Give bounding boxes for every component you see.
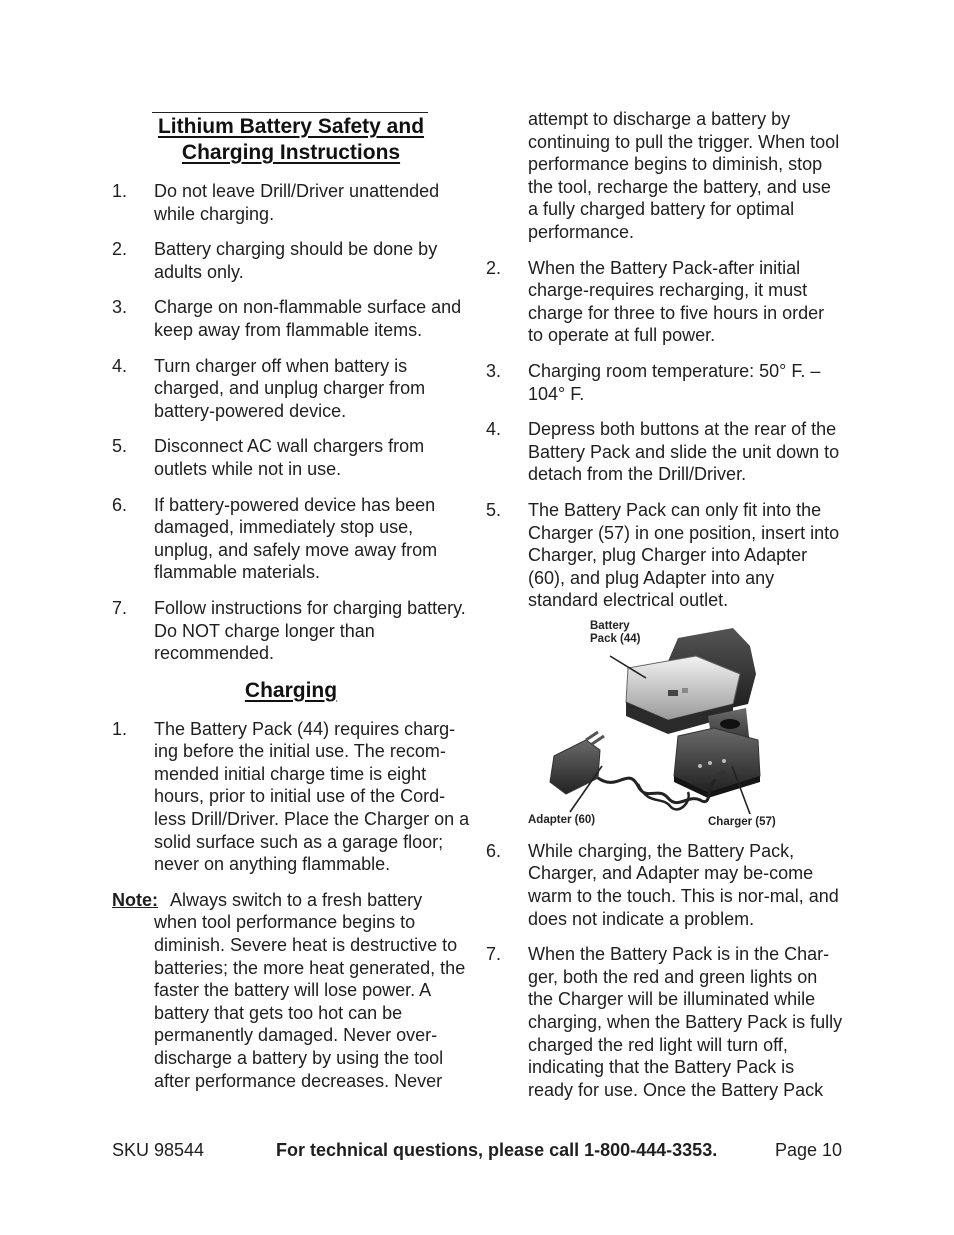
item-text: When the Battery Pack is in the Char-ger, both the red and green lights on the Charger will be illuminated while charging, when the Battery Pack is fully charged the red light will turn off, indicating that the Battery Pack is ready for use. Once the Battery Pack — [528, 944, 843, 1100]
item-text: Charging room temperature: 50° F. – 104° F. — [528, 360, 821, 404]
note-block — [112, 889, 470, 1092]
list-item — [112, 718, 470, 876]
list-item — [486, 257, 844, 347]
charging-title — [112, 678, 470, 704]
battery-pack-label — [590, 620, 641, 646]
adapter-label: Adapter (60) — [528, 813, 596, 826]
item-number: 2. — [112, 239, 128, 260]
safety-title — [112, 114, 470, 166]
list-item — [112, 180, 470, 225]
item-text: The Battery Pack (44) requires charg-ing before the initial use. The recom-mended initial charge time is eight hours, prior to initial use of the Cord-less Drill/Driver. Place the Charger on a solid surface such as a garage floor; never on anything flammable. — [154, 718, 470, 875]
safety-heading-block — [112, 108, 470, 166]
item-text: Charge on non-flammable surface and keep away from flammable items. — [154, 297, 462, 340]
page-number: Page 10 — [774, 1140, 842, 1160]
charging-list-after-figure — [486, 840, 844, 1102]
item-number: 1. — [112, 718, 128, 739]
safety-title-line2: Charging Instructions — [181, 141, 401, 164]
list-item — [486, 499, 844, 612]
charger-illustration-drawing — [528, 616, 844, 830]
list-item — [112, 238, 470, 283]
item-number: 6. — [486, 840, 502, 861]
item-number: 4. — [112, 355, 128, 376]
charging-title-text: Charging — [244, 678, 338, 702]
safety-title-line1: Lithium Battery Safety and — [157, 115, 425, 138]
list-item — [112, 597, 470, 665]
page-footer — [112, 1140, 842, 1162]
item-number: 1. — [112, 181, 128, 201]
right-column — [486, 108, 844, 1114]
list-item — [112, 435, 470, 480]
item-text: When the Battery Pack-after initial charge-requires recharging, it must charge for three to five hours in order to operate at full power. — [528, 257, 825, 346]
note-label: Note: — [112, 889, 158, 910]
note-text: Always switch to a fresh battery when tool performance begins to diminish. Severe heat is destructive to batteries; the more heat generated, the faster the battery will lose power. A battery that gets too hot can be permanently damaged. Never over-discharge a battery by using the tool after performance decreases. Never — [154, 889, 466, 1091]
support-phone-text: For technical questions, please call 1-800-444-3353. — [276, 1140, 718, 1160]
list-item — [486, 840, 844, 930]
item-text: Depress both buttons at the rear of the Battery Pack and slide the unit down to detach from the Drill/Driver. — [528, 419, 840, 485]
left-column — [112, 108, 470, 1092]
safety-list — [112, 180, 470, 665]
item-text: The Battery Pack can only fit into the Charger (57) in one position, insert into Charger, plug Charger into Adapter (60), and plug Adapter into any standard electrical outlet. — [528, 499, 840, 611]
item-number: 7. — [112, 597, 128, 618]
list-item — [112, 355, 470, 423]
battery-label-line1: Battery — [590, 619, 630, 632]
item-number: 5. — [486, 499, 502, 520]
charging-list — [112, 718, 470, 876]
list-item — [112, 296, 470, 341]
item-text: Do not leave Drill/Driver unattended while charging. — [154, 181, 440, 224]
item-text: If battery-powered device has been damaged, immediately stop use, unplug, and safely move away from flammable materials. — [154, 494, 438, 583]
charger-label: Charger (57) — [708, 815, 776, 828]
charging-list-continued — [486, 257, 844, 612]
item-number: 3. — [486, 360, 502, 381]
list-item — [486, 943, 844, 1101]
list-item — [486, 418, 844, 486]
item-number: 2. — [486, 257, 502, 278]
item-text: While charging, the Battery Pack, Charger, and Adapter may be-come warm to the touch. This is nor-mal, and does not indicate a problem. — [528, 840, 839, 929]
battery-label-line2: Pack (44) — [590, 632, 641, 645]
continued-note-text: attempt to discharge a battery by continuing to pull the trigger. When tool performance begins to diminish, stop the tool, recharge the battery, and use a fully charged battery for optimal performance. — [528, 109, 840, 242]
list-item — [486, 360, 844, 405]
sku-number: SKU 98544 — [112, 1140, 205, 1160]
item-text: Battery charging should be done by adults only. — [154, 239, 438, 282]
heading-rule — [152, 112, 428, 113]
item-number: 3. — [112, 297, 128, 318]
item-number: 7. — [486, 944, 502, 965]
item-text: Disconnect AC wall chargers from outlets while not in use. — [154, 436, 425, 479]
item-text: Follow instructions for charging battery. Do NOT charge longer than recommended. — [154, 597, 466, 664]
item-number: 5. — [112, 436, 128, 457]
item-number: 4. — [486, 419, 502, 440]
list-item — [112, 494, 470, 584]
item-text: Turn charger off when battery is charged, and unplug charger from battery-powered device. — [154, 355, 426, 421]
item-number: 6. — [112, 494, 128, 515]
charger-illustration — [528, 616, 844, 830]
